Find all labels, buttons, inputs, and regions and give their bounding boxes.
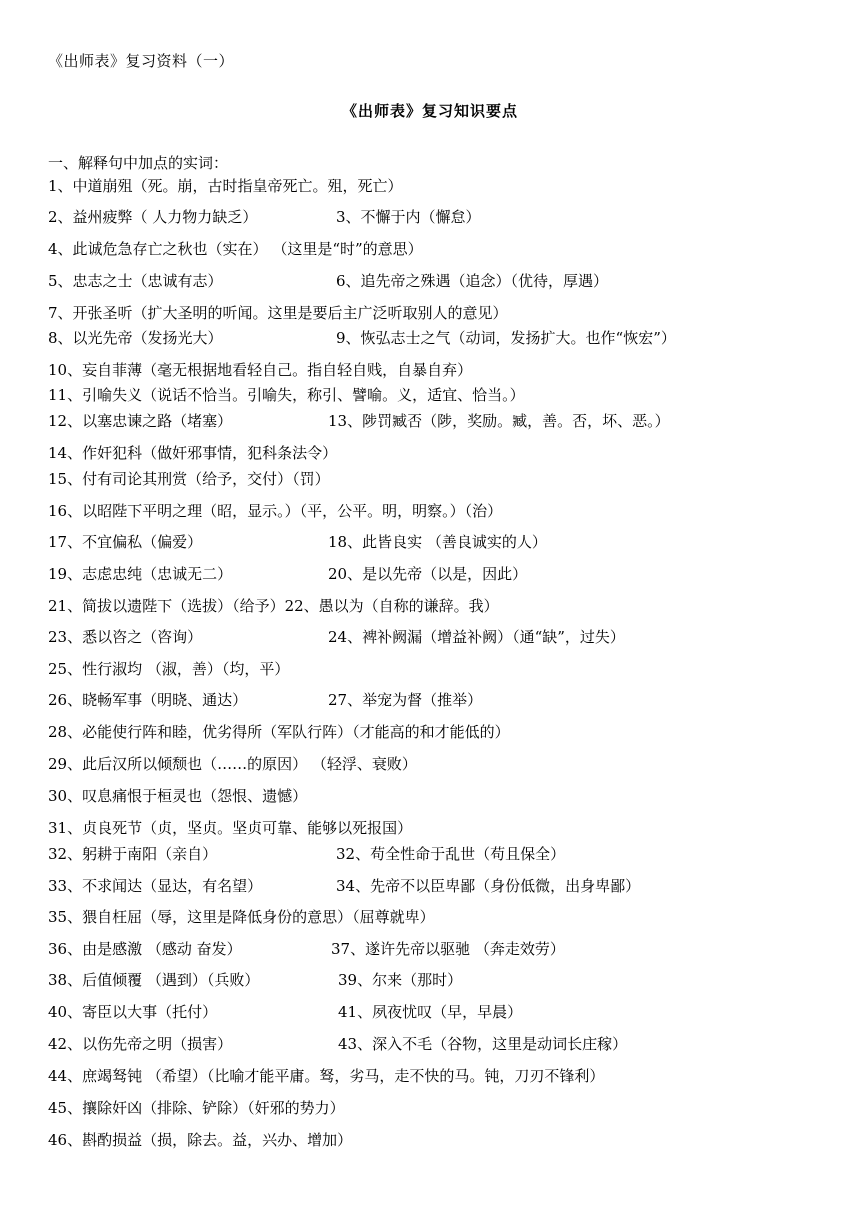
entry-text: 2、益州疲弊（ 人力物力缺乏） bbox=[48, 208, 258, 226]
entry-text: 26、晓畅军事（明晓、通达） bbox=[48, 691, 248, 709]
entry-line bbox=[48, 722, 510, 744]
entry-text-second: 6、追先帝之殊遇（追念）（优待，厚遇） bbox=[336, 272, 609, 290]
entry-text: 16、以昭陛下平明之理（昭，显示。）（平，公平。明，明察。）（治） bbox=[48, 502, 503, 520]
entry-text: 31、贞良死节（贞，坚贞。坚贞可靠、能够以死报国） bbox=[48, 819, 413, 837]
entry-text-second: 18、此皆良实 （善良诚实的人） bbox=[328, 533, 547, 551]
entry-line bbox=[48, 328, 676, 350]
entry-text: 10、妄自菲薄（毫无根据地看轻自己。指自轻自贱，自暴自弃） bbox=[48, 361, 473, 379]
entry-line bbox=[48, 907, 435, 929]
entry-text: 40、寄臣以大事（托付） bbox=[48, 1003, 218, 1021]
entry-text-second: 27、举宠为督（推举） bbox=[328, 691, 483, 709]
entry-text: 46、斟酌损益（损，除去。益，兴办、增加） bbox=[48, 1131, 353, 1149]
entry-text-second: 41、夙夜忧叹（早，早晨） bbox=[338, 1003, 523, 1021]
entry-line bbox=[48, 876, 641, 898]
entry-text-second: 9、恢弘志士之气（动词，发扬扩大。也作“恢宏”） bbox=[336, 329, 676, 347]
entry-text: 12、以塞忠谏之路（堵塞） bbox=[48, 412, 233, 430]
entry-text: 25、性行淑均 （淑，善）（均，平） bbox=[48, 660, 290, 678]
entry-text-second: 32、苟全性命于乱世（苟且保全） bbox=[336, 845, 566, 863]
entry-line bbox=[48, 1130, 352, 1152]
entry-line bbox=[48, 690, 483, 712]
entry-line bbox=[48, 176, 403, 198]
entry-line bbox=[48, 564, 528, 586]
entry-text-second: 34、先帝不以臣卑鄙（身份低微，出身卑鄙） bbox=[336, 877, 641, 895]
entry-line bbox=[48, 844, 566, 866]
entry-text: 44、庶竭驽钝 （希望）（比喻才能平庸。驽，劣马，走不快的马。钝，刀刃不锋利） bbox=[48, 1067, 605, 1085]
entry-line bbox=[48, 1066, 604, 1088]
entry-text: 1、中道崩殂（死。崩，古时指皇帝死亡。殂，死亡） bbox=[48, 177, 403, 195]
entry-line bbox=[48, 786, 307, 808]
entry-text: 36、由是感激 （感动 奋发） bbox=[48, 940, 242, 958]
entry-text-second: 39、尔来（那时） bbox=[338, 971, 463, 989]
document-title: 《出师表》复习知识要点 bbox=[341, 102, 518, 120]
document-header: 《出师表》复习资料（一） bbox=[48, 52, 235, 70]
entry-line bbox=[48, 627, 625, 649]
entry-text: 15、付有司论其刑赏（给予，交付）（罚） bbox=[48, 470, 330, 488]
entry-text: 29、此后汉所以倾颓也（……的原因） （轻浮、衰败） bbox=[48, 755, 417, 773]
entry-line bbox=[48, 411, 670, 433]
entry-line bbox=[48, 207, 481, 229]
entry-text: 19、志虑忠纯（忠诚无二） bbox=[48, 565, 233, 583]
entry-line bbox=[48, 659, 289, 681]
entry-line bbox=[48, 532, 547, 554]
entry-text: 32、躬耕于南阳（亲自） bbox=[48, 845, 218, 863]
entry-line bbox=[48, 1002, 523, 1024]
entry-line bbox=[48, 303, 508, 325]
entry-text: 45、攘除奸凶（排除、铲除）（奸邪的势力） bbox=[48, 1099, 345, 1117]
entry-text: 42、以伤先帝之明（损害） bbox=[48, 1035, 233, 1053]
entry-text: 17、不宜偏私（偏爱） bbox=[48, 533, 203, 551]
entry-text: 7、开张圣听（扩大圣明的听闻。这里是要后主广泛听取别人的意见） bbox=[48, 304, 508, 322]
entry-text: 28、必能使行阵和睦，优劣得所（军队行阵）（才能高的和才能低的） bbox=[48, 723, 510, 741]
entry-line bbox=[48, 385, 525, 407]
entry-text-second: 43、深入不毛（谷物，这里是动词长庄稼） bbox=[338, 1035, 628, 1053]
entry-line bbox=[48, 271, 609, 293]
entry-line bbox=[48, 596, 499, 618]
entry-line bbox=[48, 939, 565, 961]
entry-line bbox=[48, 443, 337, 465]
entry-text: 14、作奸犯科（做奸邪事情，犯科条法令） bbox=[48, 444, 338, 462]
entry-text: 4、此诚危急存亡之秋也（实在） （这里是“时”的意思） bbox=[48, 240, 423, 258]
entry-text: 33、不求闻达（显达，有名望） bbox=[48, 877, 263, 895]
entry-line bbox=[48, 1098, 345, 1120]
entry-line bbox=[48, 239, 423, 261]
entry-text: 38、后值倾覆 （遇到）（兵败） bbox=[48, 971, 260, 989]
entry-text: 5、忠志之士（忠诚有志） bbox=[48, 272, 223, 290]
entry-text: 21、简拔以遗陛下（选拔）（给予）22、愚以为（自称的谦辞。我） bbox=[48, 597, 499, 615]
entry-text: 11、引喻失义（说话不恰当。引喻失，称引、譬喻。义，适宜、恰当。） bbox=[48, 386, 525, 404]
entry-text-second: 3、不懈于内（懈怠） bbox=[336, 208, 481, 226]
entry-line bbox=[48, 1034, 628, 1056]
entry-text-second: 24、裨补阙漏（增益补阙）（通“缺”，过失） bbox=[328, 628, 625, 646]
entry-line bbox=[48, 754, 417, 776]
entry-line bbox=[48, 970, 463, 992]
entry-line bbox=[48, 469, 330, 491]
entry-text-second: 13、陟罚臧否（陟，奖励。臧，善。否，坏、恶。） bbox=[328, 412, 670, 430]
section-heading: 一、解释句中加点的实词： bbox=[48, 154, 229, 172]
entry-text-second: 37、遂许先帝以驱驰 （奔走效劳） bbox=[331, 940, 565, 958]
entry-line bbox=[48, 360, 472, 382]
entry-text-second: 20、是以先帝（以是，因此） bbox=[328, 565, 528, 583]
entry-text: 30、叹息痛恨于桓灵也（怨恨、遗憾） bbox=[48, 787, 308, 805]
entry-line bbox=[48, 818, 412, 840]
entry-text: 35、猥自枉屈（辱，这里是降低身份的意思）（屈尊就卑） bbox=[48, 908, 435, 926]
entry-text: 23、悉以咨之（咨询） bbox=[48, 628, 203, 646]
entry-line bbox=[48, 501, 502, 523]
entry-text: 8、以光先帝（发扬光大） bbox=[48, 329, 223, 347]
